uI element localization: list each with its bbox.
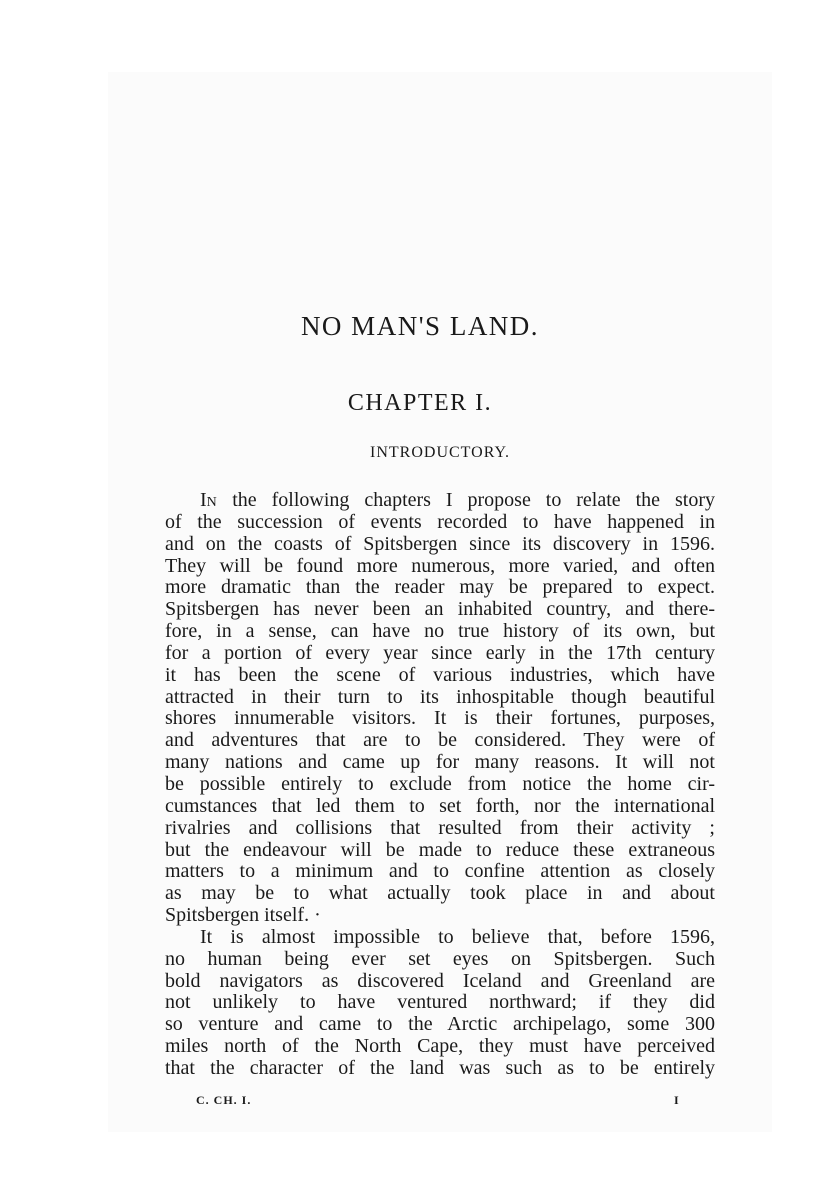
text-line: as may be to what actually took place in and about — [165, 882, 715, 905]
text-line: more dramatic than the reader may be prepared to expect. — [165, 576, 715, 599]
text-line: no human being ever set eyes on Spitsbergen. Such — [165, 947, 715, 970]
text-line: fore, in a sense, can have no true history of its own, but — [165, 620, 715, 643]
text-line: for a portion of every year since early in the 17th century — [165, 641, 715, 664]
text-line: and on the coasts of Spitsbergen since its discovery in 1596. — [165, 532, 715, 555]
paragraph-end-line: Spitsbergen itself. · — [165, 904, 321, 927]
opening-line — [165, 490, 715, 512]
text-line: matters to a minimum and to confine attention as closely — [165, 860, 715, 883]
signature-mark: C. CH. I. — [196, 1093, 252, 1107]
text-line: not unlikely to have ventured northward; if they did — [165, 991, 715, 1014]
small-cap: N — [206, 495, 218, 510]
text-line: it has been the scene of various industries, which have — [165, 663, 715, 686]
text-line: so venture and came to the Arctic archipelago, some 300 — [165, 1013, 715, 1036]
text-line: be possible entirely to exclude from notice the home cir- — [165, 772, 715, 795]
book-title: NO MAN'S LAND. — [300, 311, 540, 341]
text-line: shores innumerable visitors. It is their fortunes, purposes, — [165, 707, 715, 730]
text-line: attracted in their turn to its inhospitable though beautiful — [165, 685, 715, 708]
text-line: that the character of the land was such as to be entirely — [165, 1056, 715, 1079]
text-line: cumstances that led them to set forth, nor the international — [165, 794, 715, 817]
text-line: but the endeavour will be made to reduce these extraneous — [165, 838, 715, 861]
text-line: rivalries and collisions that resulted from their activity ; — [165, 816, 715, 839]
text-line: many nations and came up for many reasons. It will not — [165, 751, 715, 774]
chapter-subtitle: INTRODUCTORY. — [370, 444, 510, 461]
opening-line-text: the following chapters I propose to relate the story — [217, 489, 715, 511]
text-line: Spitsbergen has never been an inhabited country, and there- — [165, 598, 715, 621]
paragraph-start-line: It is almost impossible to believe that, before 1596, — [200, 925, 715, 948]
drop-cap: I — [200, 489, 207, 511]
text-line: They will be found more numerous, more varied, and often — [165, 554, 715, 577]
page-number: I — [674, 1093, 679, 1107]
body-text — [165, 490, 715, 1080]
text-line: bold navigators as discovered Iceland and Greenland are — [165, 969, 715, 992]
text-line: and adventures that are to be considered. They were of — [165, 729, 715, 752]
text-line: miles north of the North Cape, they must have perceived — [165, 1035, 715, 1058]
text-line: of the succession of events recorded to have happened in — [165, 510, 715, 533]
chapter-title: CHAPTER I. — [347, 390, 493, 416]
